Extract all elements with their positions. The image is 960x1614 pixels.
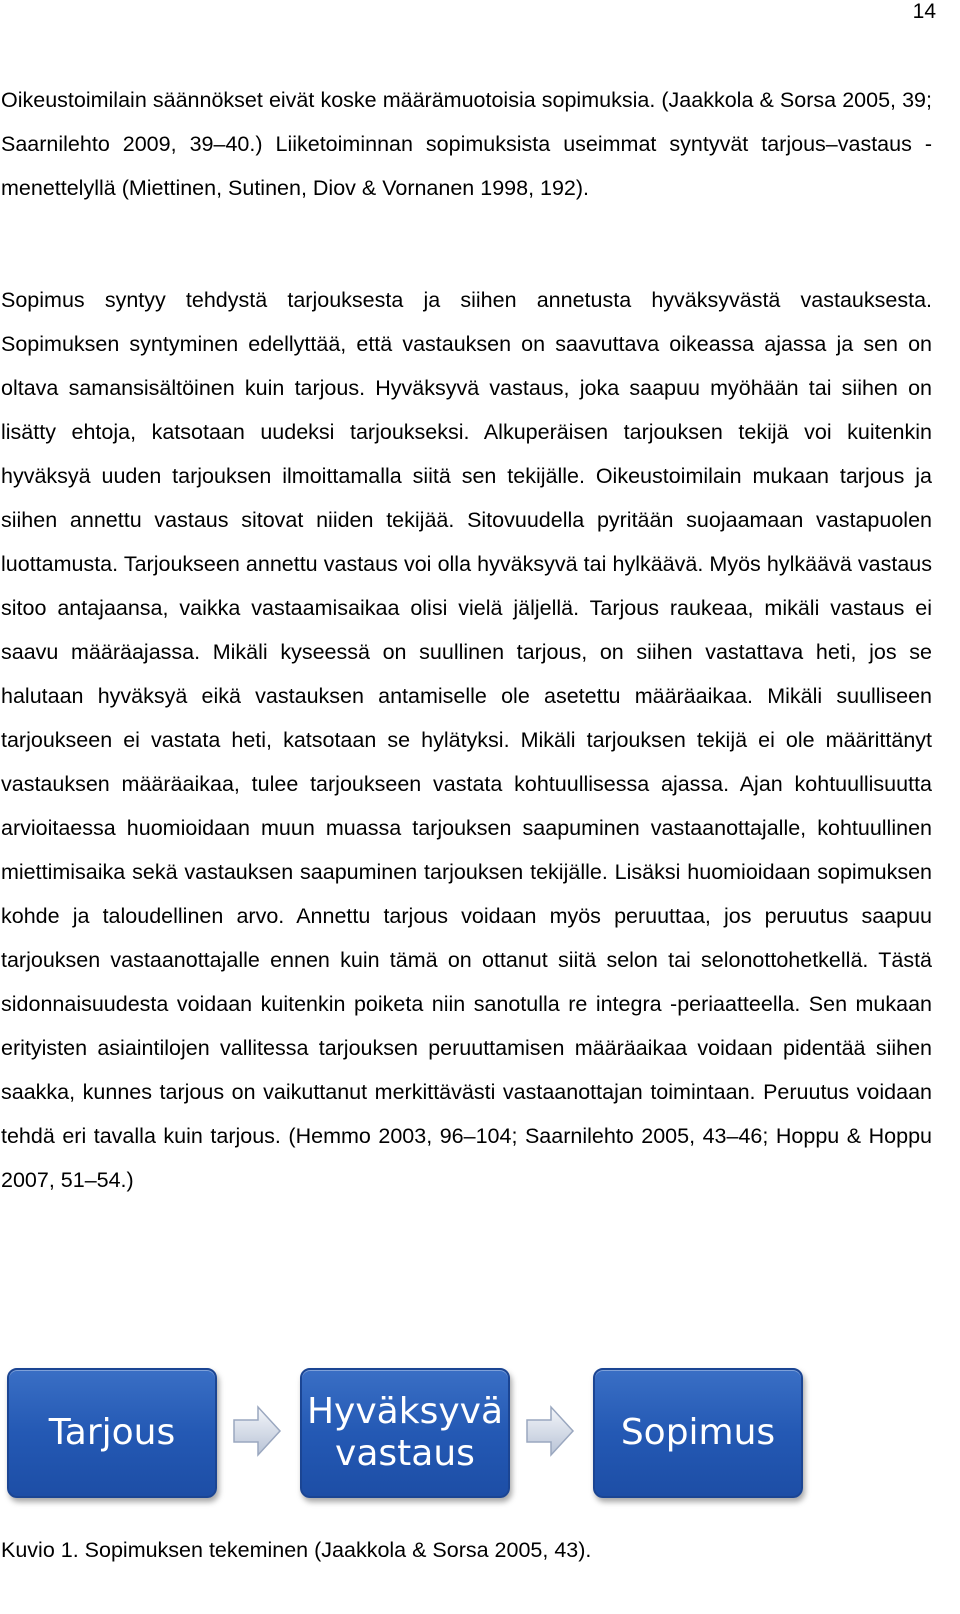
step-label: Sopimus bbox=[620, 1412, 776, 1453]
step-box-sopimus bbox=[593, 1368, 803, 1498]
page-number: 14 bbox=[912, 0, 936, 23]
step-label: vastaus bbox=[335, 1433, 475, 1474]
paragraph-2: Sopimus syntyy tehdystä tarjouksesta ja siihen annetusta hyväksyvästä vastauksesta. Sopimuksen syntyminen edellyttää, että vastauksen on saavuttava oikeassa ajassa ja sen on oltava samansisältöinen kuin tarjous. Hyväksyvä vastaus, joka saapuu myöhään tai siihen on lisätty ehtoja, katsotaan uudeksi tarjoukseksi. Alkuperäisen tarjouksen tekijä voi kuitenkin hyväksyä uuden tarjouksen ilmoittamalla siitä sen tekijälle. Oikeustoimilain mukaan tarjous ja siihen annettu vastaus sitovat niiden tekijää. Sitovuudella pyritään suojaamaan vastapuolen luottamusta. Tarjoukseen annettu vastaus voi olla hyväksyvä tai hylkäävä. Myös hylkäävä vastaus sitoo antajaansa, vaikka vastaamisaikaa olisi vielä jäljellä. Tarjous raukeaa, mikäli vastaus ei saavu määräajassa. Mikäli kyseessä on suullinen tarjous, on siihen vastattava heti, jos se halutaan hyväksyä eikä vastauksen antamiselle ole asetettu määräaikaa. Mikäli suulliseen tarjoukseen ei vastata heti, katsotaan se hylätyksi. Mikäli tarjouksen tekijä ei ole määrittänyt vastauksen määräaikaa, tulee tarjoukseen vastata kohtuullisessa ajassa. Ajan kohtuullisuutta arvioitaessa huomioidaan muun muassa tarjouksen saapuminen vastaanottajalle, kohtuullinen miettimisaika sekä vastauksen saapuminen tarjouksen tekijälle. Lisäksi huomioidaan sopimuksen kohde ja taloudellinen arvo. Annettu tarjous voidaan myös peruuttaa, jos peruutus saapuu tarjouksen vastaanottajalle ennen kuin tämä on ottanut siitä selon tai selonottohetkellä. Tästä sidonnaisuudesta voidaan kuitenkin poiketa niin sanotulla re integra -periaatteella. Sen mukaan erityisten asiaintilojen vallitessa tarjouksen peruuttamisen määräaikaa voidaan pidentää siihen saakka, kunnes tarjous on vaikuttanut merkittävästi vastaanottajan toimintaan. Peruutus voidaan tehdä eri tavalla kuin tarjous. (Hemmo 2003, 96–104; Saarnilehto 2005, 43–46; Hoppu & Hoppu 2007, 51–54.) bbox=[1, 288, 932, 1192]
step-label: Tarjous bbox=[48, 1412, 176, 1453]
step-box-hyvaksyva-vastaus bbox=[300, 1368, 510, 1498]
step-label: Hyväksyvä bbox=[306, 1391, 503, 1432]
right-arrow-icon bbox=[525, 1404, 575, 1458]
right-arrow-icon bbox=[232, 1404, 282, 1458]
paragraph-1: Oikeustoimilain säännökset eivät koske määrämuotoisia sopimuksia. (Jaakkola & Sorsa 2005, 39; Saarnilehto 2009, 39–40.) Liiketoiminnan sopimuksista useimmat syntyvät tarjous–vastaus -menettelyllä (Miettinen, Sutinen, Diov & Vornanen 1998, 192). bbox=[1, 88, 932, 200]
process-diagram bbox=[0, 1360, 960, 1510]
figure-caption: Kuvio 1. Sopimuksen tekeminen (Jaakkola & Sorsa 2005, 43). bbox=[1, 1538, 592, 1562]
step-box-tarjous bbox=[7, 1368, 217, 1498]
